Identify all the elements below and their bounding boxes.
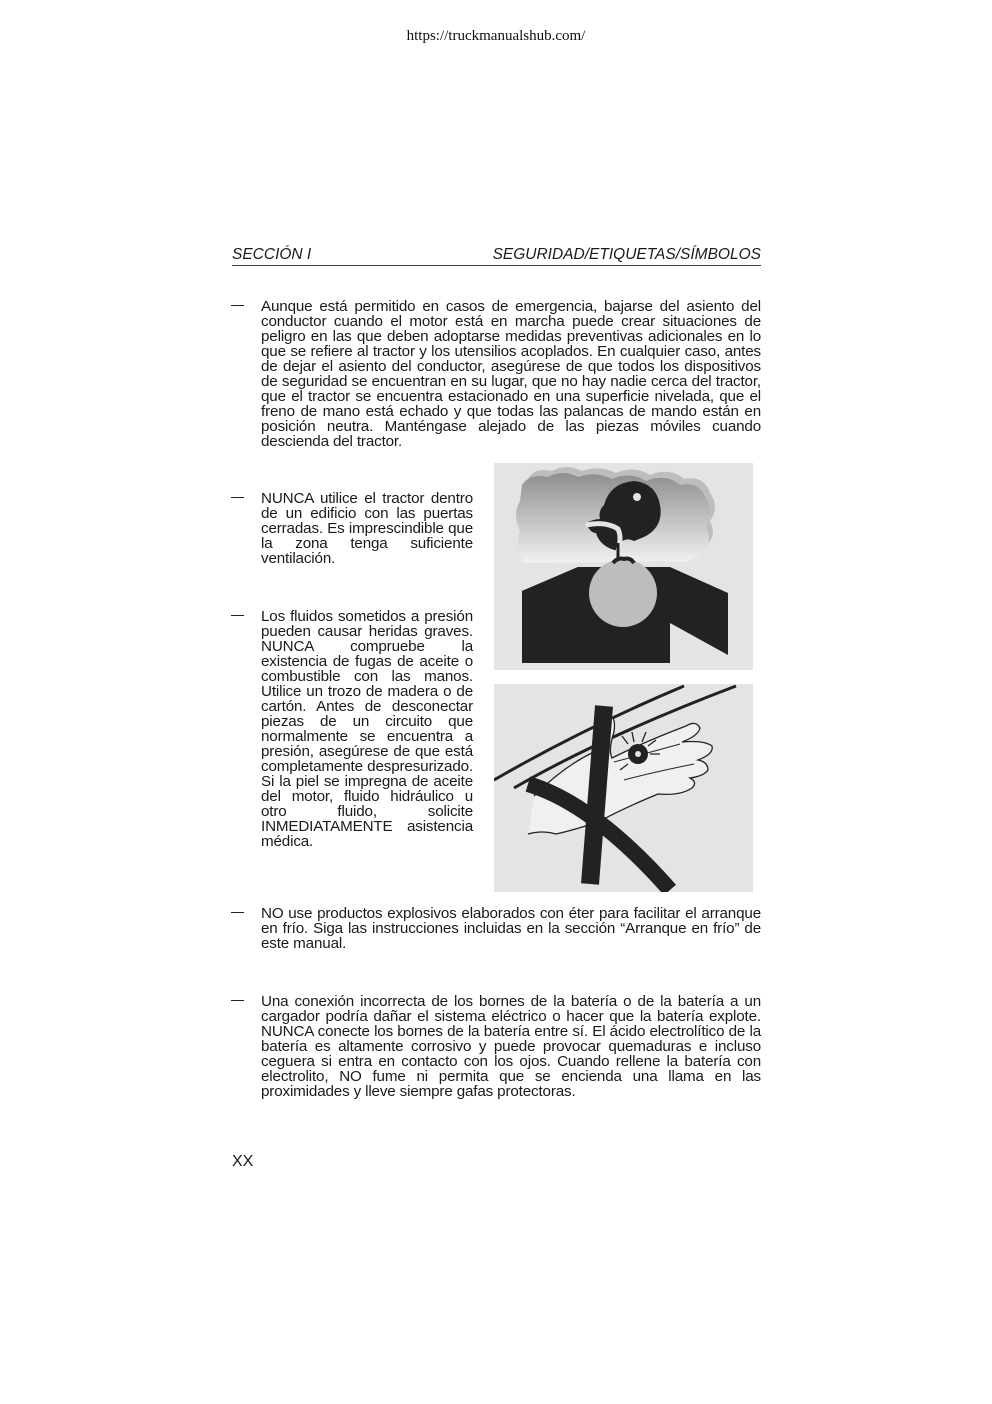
section-title: SEGURIDAD/ETIQUETAS/SÍMBOLOS [492,246,761,263]
bullet-dash [231,497,244,498]
bullet-dash [231,912,244,913]
exhaust-fumes-pictogram [494,463,753,670]
bullet-dash [231,305,244,306]
bullet-dash [231,1000,244,1001]
section-label: SECCIÓN I [232,246,312,263]
page-header [232,246,761,266]
paragraph-battery: Una conexión incorrecta de los bornes de la batería o de la batería a un cargador podría dañar el sistema eléctrico o hacer que la batería explote. NUNCA conecte los bornes de la batería entre sí. El ácido electrolítico de la batería es altamente corrosivo y puede provocar quemaduras e incluso ceguera si entra en contacto con los ojos. Cuando rellene la batería con electrolito, NO fume ni permita que se encienda una llama en las proximidades y lleve siempre gafas protectoras. [261,993,761,1100]
bullet-dash [231,615,244,616]
page-number: XX [232,1153,254,1170]
paragraph-ether: NO use productos explosivos elaborados con éter para facilitar el arranque en frío. Siga las instrucciones incluidas en la sección “Arranque en frío” de este manual. [261,905,761,952]
source-url: https://truckmanualshub.com/ [406,28,586,44]
paragraph-ventilation: NUNCA utilice el tractor dentro de un edificio con las puertas cerradas. Es imprescindible que la zona tenga suficiente ventilación. [261,490,473,567]
no-hand-leak-check-pictogram [494,684,753,892]
paragraph-fluids: Los fluidos sometidos a presión pueden causar heridas graves. NUNCA compruebe la existencia de fugas de aceite o combustible con las manos. Utilice un trozo de madera o de cartón. Antes de desconectar piezas de un circuito que normalmente se encuentra a presión, asegúrese de que está completamente despresurizado. Si la piel se impregna de aceite del motor, fluido hidráulico u otro fluido, solicite INMEDIATAMENTE asistencia médica. [261,608,473,850]
paragraph-seat: Aunque está permitido en casos de emergencia, bajarse del asiento del conductor cuando el motor está en marcha puede crear situaciones de peligro en las que deben adoptarse medidas preventivas adicionales en lo que se refiere al tractor y los utensilios acoplados. En cualquier caso, antes de dejar el asiento del conductor, asegúrese de que todos los dispositivos de seguridad se encuentran en su lugar, que no hay nadie cerca del tractor, que el tractor se encuentra estacionado en una superficie nivelada, que el freno de mano está echado y que todas las palancas de mando están en posición neutra. Manténgase alejado de las piezas móviles cuando descienda del tractor. [261,298,761,450]
